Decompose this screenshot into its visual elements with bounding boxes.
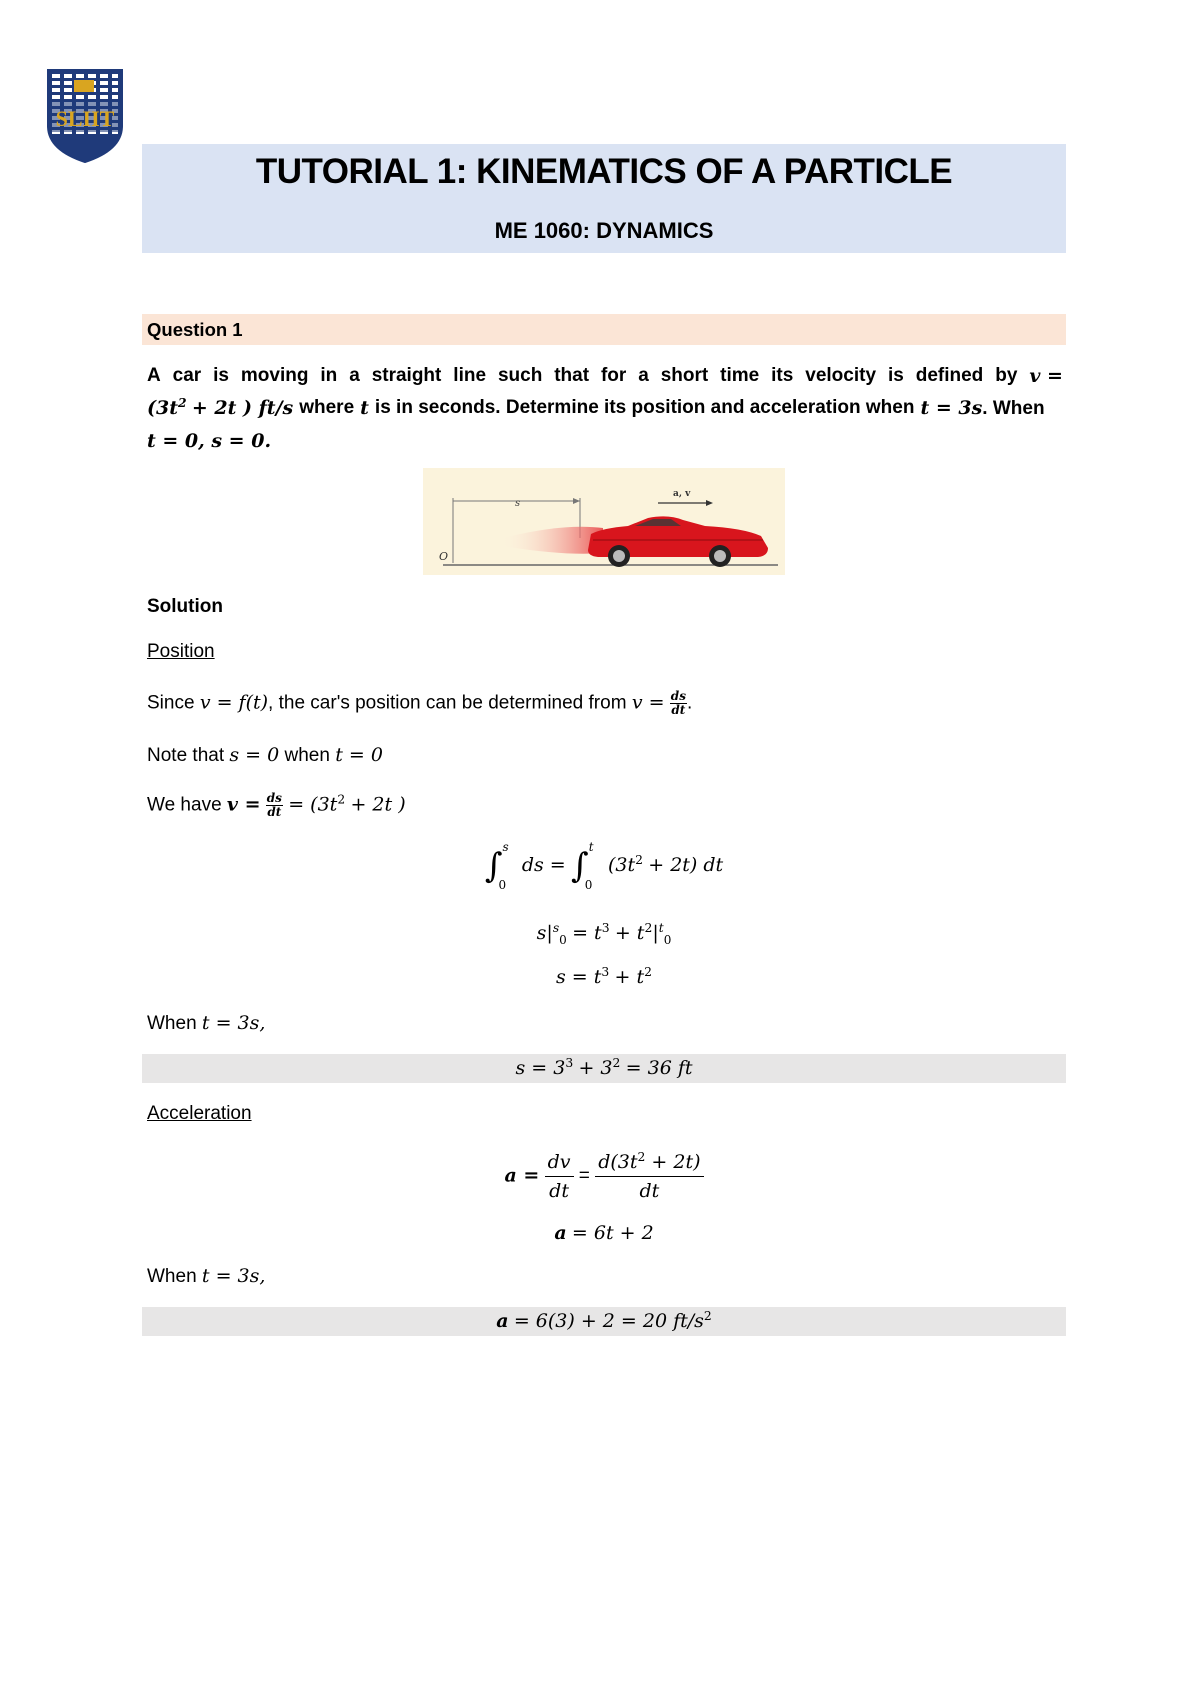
question-word: time [720,365,760,386]
evaluated-integral: $s|^s_0 = t^3 + t^2|^t_0$ [536,921,672,947]
acceleration-derivative: a = $\frac{dv}{dt}$ = $\frac{d(3t^2 + 2t)}{dt}$ [142,1148,1066,1205]
question-word: such [497,365,543,386]
integral-equation: ∫ s 0 ds = ∫ t 0 $(3t^2 + 2t)$ dt [484,840,724,892]
solution-heading: Solution [147,596,223,617]
have-line: We have v = $\frac{ds}{dt}$ = ($3t^2 + 2t$ ) [147,791,406,819]
question-line-2: ($3t^2 + 2t$ ) ft/s where t is in seconds. Determine its position and acceleration when t = 3s. When [147,395,1045,419]
acceleration-heading: Acceleration [147,1103,252,1124]
note-line: Note that s = 0 when t = 0 [147,744,383,766]
question-word: is [213,365,229,386]
ds-dt-fraction: $\frac{ds}{dt}$ [670,689,686,717]
position-equation: $s = t^3 + t^2$ [556,965,652,988]
shield-icon [46,68,124,164]
acceleration-answer: a = 6(3) + 2 = 20 $ft/s^2$ [142,1307,1066,1336]
question-word: car [172,365,202,386]
figure-label-o: O [439,550,449,563]
question-word: A [147,365,161,386]
acceleration-equation: a = 6t + 2 [554,1222,654,1244]
question-word: that [554,365,590,386]
question-word: short [660,365,709,386]
course-title: ME 1060: DYNAMICS [494,218,714,243]
when-line-1: When t = 3s, [147,1012,266,1034]
question-word: a [349,365,360,386]
position-heading: Position [147,641,215,662]
question-line-3: t = 0, s = 0. [147,430,272,452]
sliit-logo [46,68,124,164]
title-banner [142,144,1066,253]
question-word: for [600,365,627,386]
position-answer: $s = 3^3 + 3^2 = 36$ ft [142,1054,1066,1083]
figure-label-av: a, v [673,489,691,499]
ds-dt-fraction-2: $\frac{ds}{dt}$ [266,791,282,819]
question-word: is [887,365,904,386]
question-word: v = [1029,365,1063,387]
question-word: a [638,365,649,386]
page-title: TUTORIAL 1: KINEMATICS OF A PARTICLE [255,152,953,191]
question-label: Question 1 [142,314,1066,345]
question-word: its [771,365,794,386]
car-figure [423,468,785,575]
since-line: Since v = f(t), the car's position can be determined from v = $\frac{ds}{dt}$ . [147,689,693,717]
question-line-1 [147,360,1063,392]
question-word: moving [240,365,309,386]
question-word: straight [371,365,442,386]
question-word: line [453,365,487,386]
question-word: velocity [805,365,877,386]
when-line-2: When t = 3s, [147,1265,266,1287]
figure-label-s: s [515,498,521,509]
svg-text:SLIIT: SLIIT [55,106,115,131]
question-word: in [320,365,338,386]
question-text [147,360,1063,457]
question-word: by [995,365,1018,386]
question-word: defined [915,365,984,386]
